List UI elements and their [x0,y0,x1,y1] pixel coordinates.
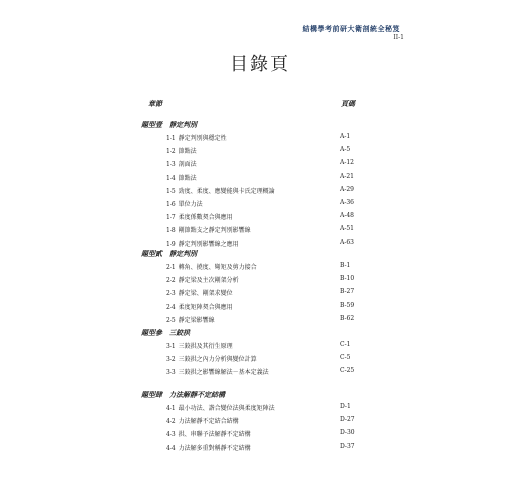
running-header-title: 結構學考前研大衛剖統全秘笈 [302,24,400,33]
toc-entry[interactable] [166,186,361,195]
entry-title: 單位力法 [178,201,203,208]
entry-page-code: D-37 [340,442,355,450]
entry-page-code: A-48 [340,212,354,220]
entry-page-code: C-5 [340,354,351,362]
entry-title: 靜定判別與穩定性 [178,135,227,142]
entry-page-code: A-12 [340,159,354,167]
entry-title: 靜定判別影響線之應用 [178,240,239,248]
entry-page-code: D-1 [340,403,351,410]
entry-title: 拱、串聯予法解靜不定結構 [178,431,251,439]
toc-entry[interactable] [166,443,361,452]
entry-number: 1-2 [166,148,176,156]
entry-title: 勁度、柔度、應變能與卡氏定理概論 [178,187,275,195]
entry-number: 2-1 [166,264,176,271]
entry-title: 剛節點支之靜定判別影響線 [178,227,251,235]
entry-title: 柔度矩陣契合與應用 [178,303,233,311]
entry-title: 靜定梁、剛架求變位 [178,290,233,298]
toc-entry[interactable] [166,315,361,324]
entry-page-code: B-10 [340,275,355,283]
entry-page-code: A-36 [340,199,354,206]
toc-entry[interactable] [166,275,361,284]
page-title: 目錄頁 [230,54,290,75]
toc-entry[interactable] [166,159,361,168]
entry-number: 2-5 [166,316,176,324]
entry-page-code: B-62 [340,314,355,322]
entry-number: 2-4 [166,303,176,311]
entry-number: 4-1 [166,405,176,412]
column-header-chapter: 章節 [148,99,162,108]
entry-page-code: A-29 [340,185,354,193]
entry-page-code: A-5 [340,146,351,154]
entry-number: 2-2 [166,277,176,285]
entry-page-code: A-1 [340,133,351,140]
toc-entry[interactable] [166,302,361,311]
entry-number: 1-8 [166,227,176,235]
toc-entry[interactable] [166,403,361,412]
entry-number: 4-4 [166,444,176,452]
entry-number: 3-3 [166,369,176,377]
toc-entry[interactable] [166,341,361,350]
toc-entry[interactable] [166,288,361,297]
toc-entry[interactable] [166,212,361,221]
entry-title: 三鉸拱之影響線解法－基本定義法 [178,369,269,377]
toc-entry[interactable] [166,173,361,182]
entry-number: 4-3 [166,431,176,439]
section-title: 題型貳 靜定判別 [141,249,197,258]
running-header-page: II-1 [393,34,404,41]
entry-title: 最小功法、諧合變位法與柔度矩陣法 [178,405,275,412]
entry-page-code: B-27 [340,288,355,296]
entry-title: 剖面法 [178,161,197,169]
toc-entry[interactable] [166,416,361,425]
toc-entry[interactable] [166,146,361,155]
toc-entry[interactable] [166,354,361,363]
entry-title: 力法解靜不定結合結構 [178,418,239,426]
entry-page-code: C-25 [340,367,355,375]
entry-page-code: D-30 [340,429,355,437]
entry-number: 2-3 [166,290,176,298]
entry-title: 靜定梁影響線 [178,316,215,324]
entry-number: 3-1 [166,343,176,350]
entry-number: 3-2 [166,356,176,364]
toc-entry[interactable] [166,429,361,438]
section-title: 題型參 三鉸拱 [141,328,190,337]
entry-number: 1-5 [166,187,176,195]
toc-entry[interactable] [166,133,361,142]
entry-title: 轉角、撓度、彎矩及剪力接合 [178,264,257,271]
entry-page-code: A-63 [340,238,354,246]
entry-page-code: A-51 [340,225,354,233]
entry-page-code: B-1 [340,262,351,269]
entry-title: 力法解多重對稱靜不定結構 [178,444,251,452]
entry-title: 靜定梁及主次剛架分析 [178,277,239,285]
toc-entry[interactable] [166,225,361,234]
entry-number: 1-4 [166,174,176,182]
toc-entry[interactable] [166,199,361,208]
section-title: 題型肆 力法解靜不定結構 [141,390,225,399]
entry-page-code: C-1 [340,341,351,348]
entry-page-code: A-21 [340,172,354,180]
column-header-page: 頁碼 [341,99,355,108]
entry-number: 1-3 [166,161,176,169]
entry-number: 1-9 [166,240,176,248]
entry-title: 三鉸拱之內力分析與變位計算 [178,356,257,364]
entry-title: 柔度係數契合與應用 [178,214,233,222]
entry-number: 1-7 [166,214,176,222]
entry-page-code: B-59 [340,301,355,309]
entry-title: 三鉸拱及其衍生原理 [178,343,233,350]
toc-entry[interactable] [166,239,361,248]
section-title: 題型壹 靜定判別 [141,120,197,129]
entry-number: 4-2 [166,418,176,426]
entry-title: 節點法 [178,148,197,156]
entry-number: 1-1 [166,135,176,142]
entry-page-code: D-27 [340,416,355,424]
toc-entry[interactable] [166,367,361,376]
toc-entry[interactable] [166,262,361,271]
entry-number: 1-6 [166,201,176,208]
entry-title: 節點法 [178,174,197,182]
